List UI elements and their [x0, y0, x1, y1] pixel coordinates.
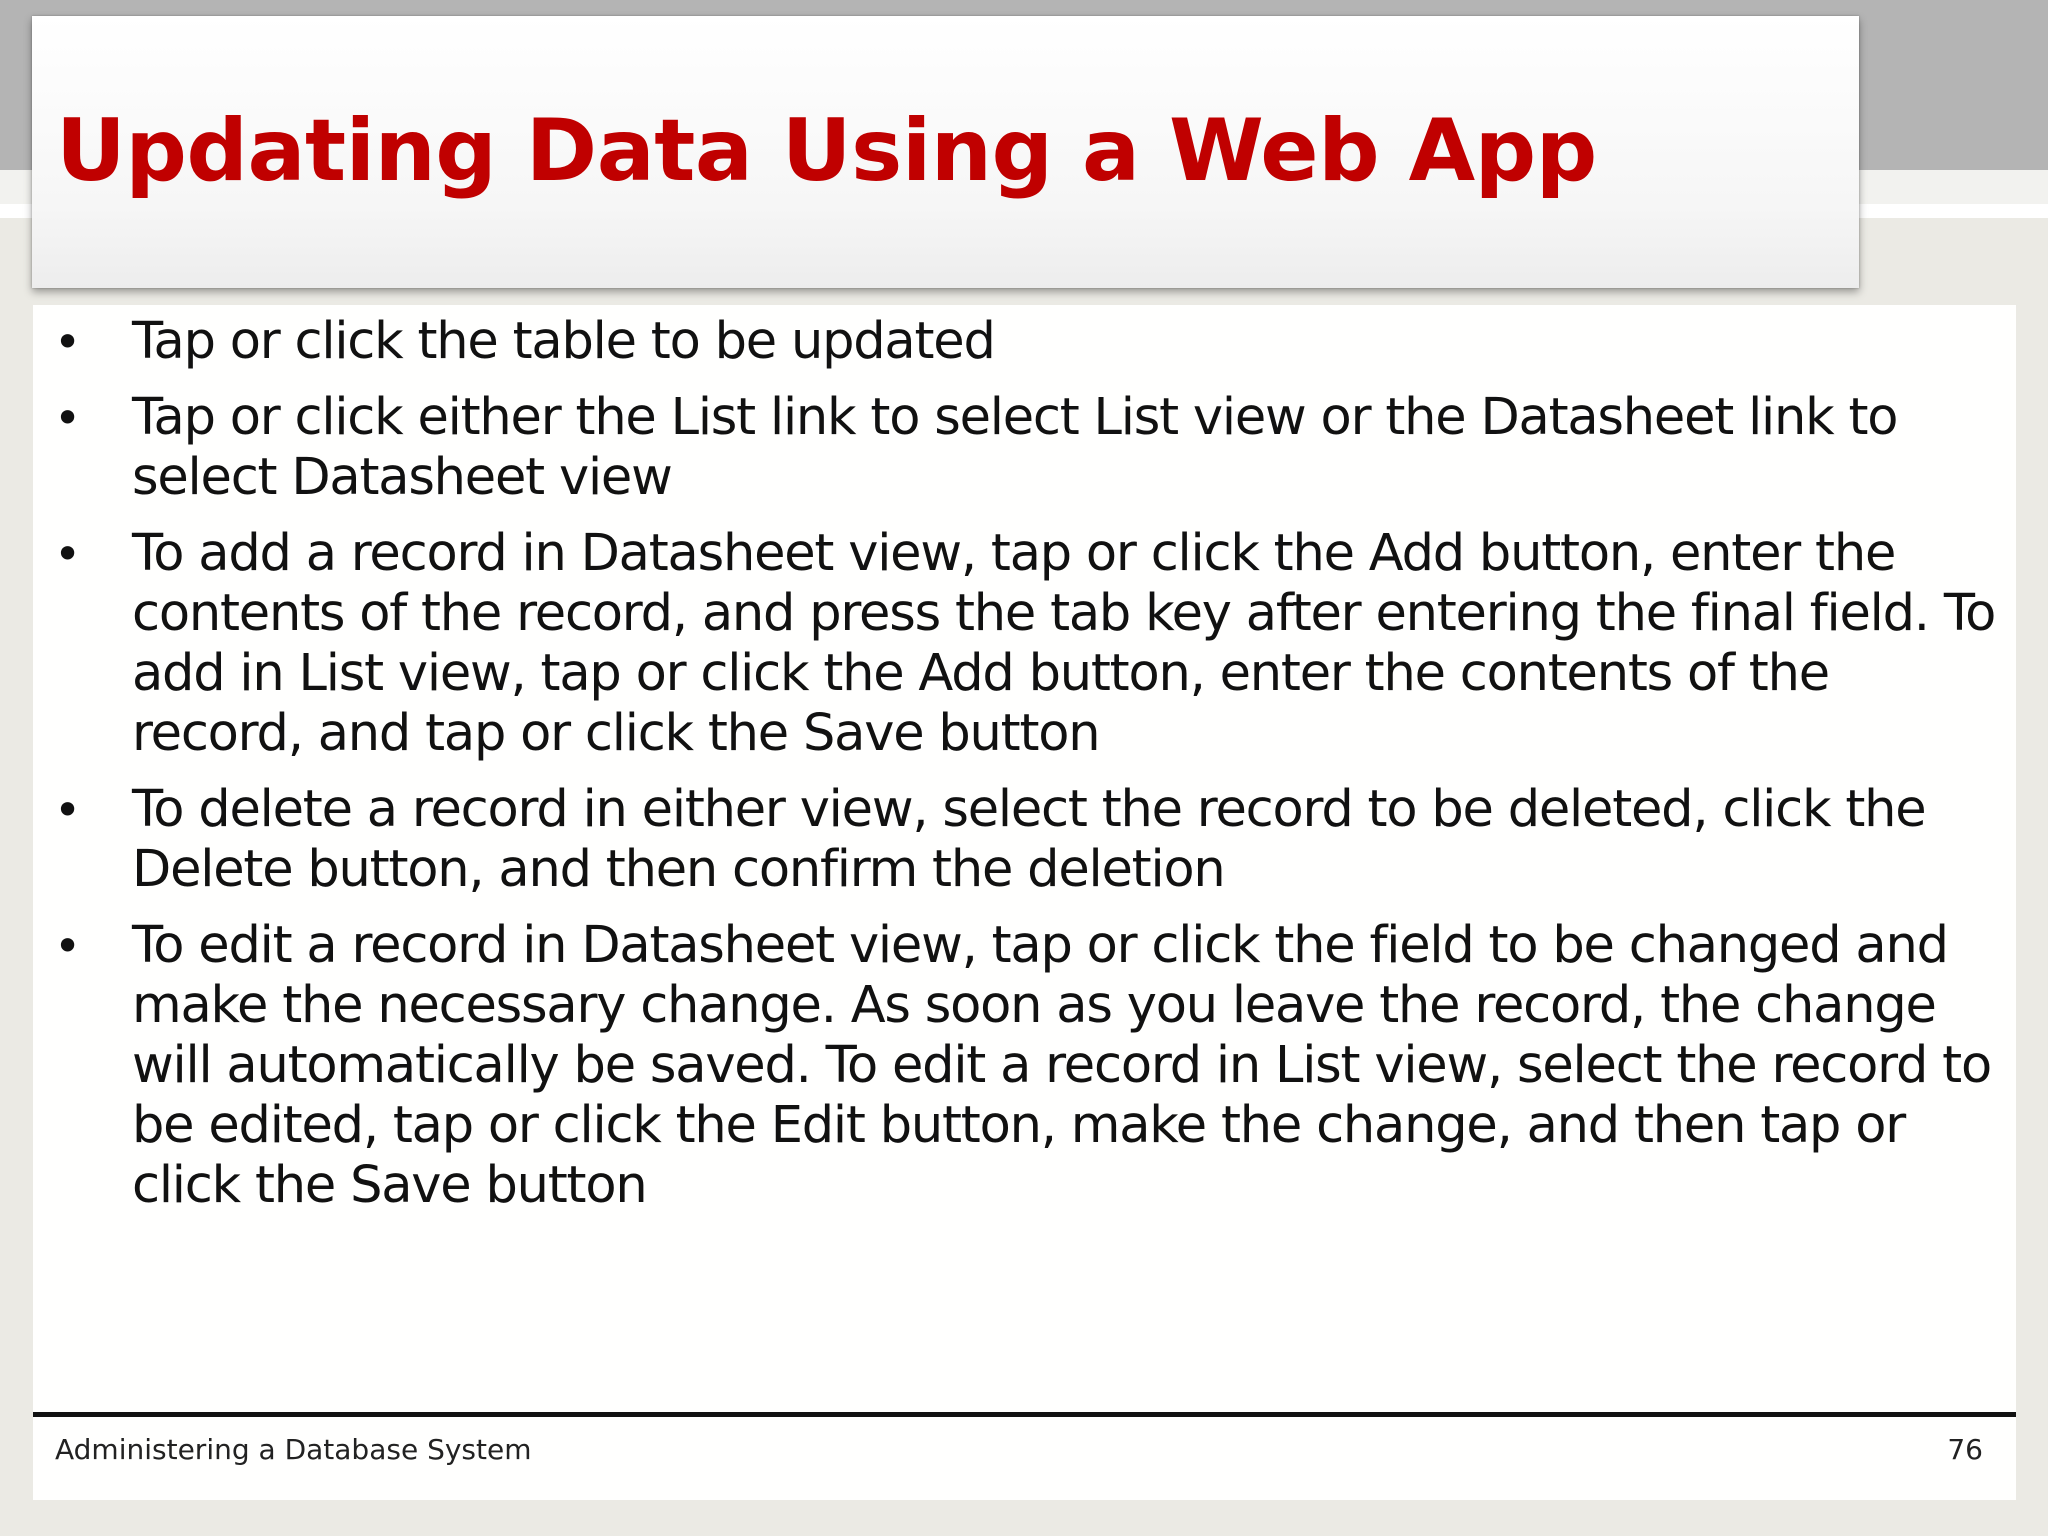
- bullet-icon: •: [54, 391, 80, 445]
- bullet-item: [48, 388, 2003, 508]
- bullet-text: Tap or click the table to be updated: [132, 312, 995, 371]
- bullet-text: To edit a record in Datasheet view, tap or click the field to be changed and make the necessary change. As soon as you leave the record, the change will automatically be saved. To edit a record in List view, select the record to be edited, tap or click the Edit button, make the change, and then tap or click the Save button: [132, 916, 1991, 1215]
- footer-divider: [33, 1412, 2016, 1417]
- bullet-icon: •: [54, 527, 80, 581]
- bullet-item: [48, 312, 2003, 372]
- bullet-item: [48, 780, 2003, 900]
- bullet-text: To add a record in Datasheet view, tap or click the Add button, enter the contents of the record, and press the tab key after entering the final field. To add in List view, tap or click the Add button, enter the contents of the record, and tap or click the Save button: [132, 524, 1996, 763]
- bullet-icon: •: [54, 315, 80, 369]
- bullet-icon: •: [54, 783, 80, 837]
- bullet-text: To delete a record in either view, select the record to be deleted, click the Delete button, and then confirm the deletion: [132, 780, 1926, 899]
- bullet-icon: •: [54, 919, 80, 973]
- bullet-item: [48, 524, 2003, 764]
- bullet-text: Tap or click either the List link to select List view or the Datasheet link to select Datasheet view: [132, 388, 1898, 507]
- bullet-item: [48, 916, 2003, 1216]
- slide-number: 76: [1947, 1433, 1983, 1466]
- footer-presentation-title: Administering a Database System: [55, 1433, 532, 1466]
- slide-title: Updating Data Using a Web App: [56, 101, 1597, 201]
- bullet-list: [48, 312, 2003, 1232]
